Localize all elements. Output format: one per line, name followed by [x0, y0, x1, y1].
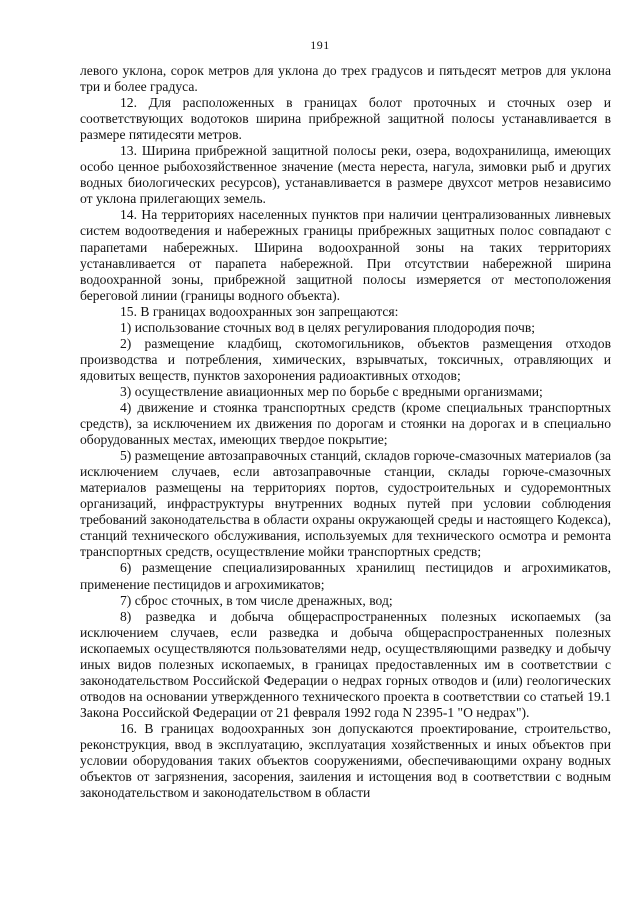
list-item-8: 8) разведка и добыча общераспространенных полезных ископаемых (за исключением случаев, если разведка и добыча общераспространенных полезных ископаемых осуществляются пользователями недр, осуществляющими разведку и добычу иных видов полезных ископаемых, в границах предоставленных им в соответствии с законодательством Российской Федерации о недрах горных отводов и (или) геологических отводов на основании утвержденного технического проекта в соответствии со статьей 19.1 Закона Российской Федерации от 21 февраля 1992 года N 2395-1 "О недрах"). — [80, 608, 611, 720]
list-item-4: 4) движение и стоянка транспортных средств (кроме специальных транспортных средств), за исключением их движения по дорогам и стоянки на дорогах и в специально оборудованных местах, имеющих твердое покрытие; — [80, 399, 611, 448]
list-item-5: 5) размещение автозаправочных станций, складов горюче-смазочных материалов (за исключением случаев, если автозаправочные станции, склады горюче-смазочных материалов размещены на территориях портов, судостроительных и судоремонтных организаций, инфраструктуры внутренних водных путей при условии соблюдения требований законодательства в области охраны окружающей среды и настоящего Кодекса), станций технического обслуживания, используемых для технического осмотра и ремонта транспортных средств, осуществление мойки транспортных средств; — [80, 448, 611, 560]
paragraph-12: 12. Для расположенных в границах болот проточных и сточных озер и соответствующих водотоков ширина прибрежной защитной полосы устанавливается в размере пятидесяти метров. — [80, 95, 611, 143]
page-number: 191 — [310, 38, 330, 52]
paragraph-14: 14. На территориях населенных пунктов при наличии централизованных ливневых систем водоотведения и набережных границы прибрежных защитных полос совпадают с парапетами набережных. Ширина водоохранной зоны на таких территориях устанавливается от парапета набережной. При отсутствии набережной ширина водоохранной зоны, прибрежной защитной полосы измеряется от местоположения береговой линии (границы водного объекта). — [80, 207, 611, 303]
paragraph-16: 16. В границах водоохранных зон допускаются проектирование, строительство, реконструкция, ввод в эксплуатацию, эксплуатация хозяйственных и иных объектов при условии оборудования таких объектов сооружениями, обеспечивающими охрану водных объектов от загрязнения, засорения, заиления и истощения вод в соответствии с водным законодательством и законодательством в области — [80, 720, 611, 801]
list-item-3: 3) осуществление авиационных мер по борьбе с вредными организмами; — [120, 383, 543, 399]
list-item-7: 7) сброс сточных, в том числе дренажных, вод; — [120, 592, 393, 608]
list-item-2: 2) размещение кладбищ, скотомогильников, объектов размещения отходов производства и потребления, химических, взрывчатых, токсичных, отравляющих и ядовитых веществ, пунктов захоронения радиоактивных отходов; — [80, 335, 611, 383]
paragraph-continuation: левого уклона, сорок метров для уклона до трех градусов и пятьдесят метров для уклона три и более градуса. — [80, 63, 611, 95]
document-body — [80, 63, 611, 801]
list-item-6: 6) размещение специализированных хранилищ пестицидов и агрохимикатов, применение пестицидов и агрохимикатов; — [80, 560, 611, 592]
list-item-1: 1) использование сточных вод в целях регулирования плодородия почв; — [120, 319, 536, 335]
paragraph-13: 13. Ширина прибрежной защитной полосы реки, озера, водохранилища, имеющих особо ценное рыбохозяйственное значение (места нереста, нагула, зимовки рыб и других водных биологических ресурсов), устанавливается в размере двухсот метров независимо от уклона прилегающих земель. — [80, 143, 611, 207]
paragraph-15: 15. В границах водоохранных зон запрещаются: — [120, 303, 399, 319]
